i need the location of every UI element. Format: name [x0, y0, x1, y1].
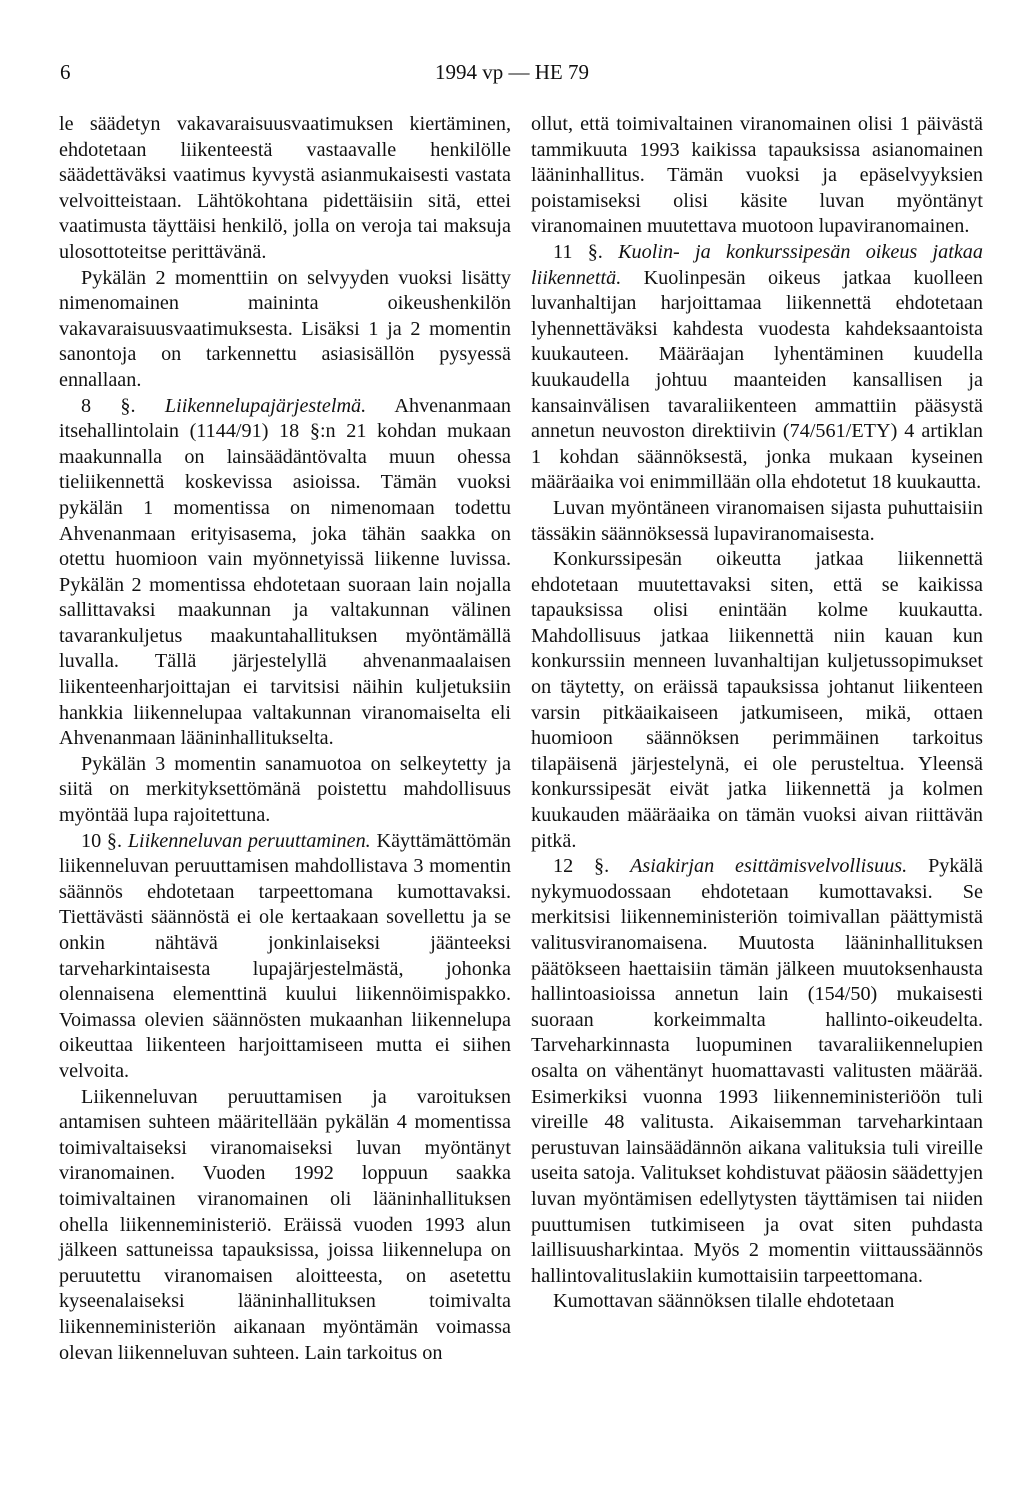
paragraph: 10 §. Liikenneluvan peruuttaminen. Käyttämättömän liikenneluvan peruuttamisen mahdollistava 3 momentin säännös ehdotetaan tarpeettomana kumottavaksi. Tiettävästi säännöstä ei ole kertaakaan sovellettu ja se onkin nähtävä jonkinlaiseksi jäänteeksi tarveharkintaisesta lupajärjestelmästä, johonka olennaisena elementtinä kuului liikennöimispakko. Voimassa olevien säännösten mukaanhan liikennelupa oikeuttaa liikenteen harjoittamiseen mutta ei siihen velvoita. — [59, 829, 512, 1082]
section-number: 12 §. — [553, 855, 610, 878]
paragraph: ollut, että toimivaltainen viranomainen olisi 1 päivästä tammikuuta 1993 kaikissa tapauksissa asianomainen lääninhallitus. Tämän vuoksi ja epäselvyyksien poistamiseksi olisi käsite luvan myöntänyt viranomainen muutettava muotoon lupaviranomainen. — [531, 113, 983, 238]
section-heading: Asiakirjan esittämisvelvollisuus. — [630, 855, 908, 878]
section-heading: Kuolin- ja konkurssipesän oikeus jatkaa liikennettä. — [531, 240, 983, 289]
page-header — [0, 60, 1024, 90]
paragraph: Liikenneluvan peruuttamisen ja varoituksen antamisen suhteen määritellään pykälän 4 momentissa toimivaltaiseksi viranomaiseksi luvan myöntänyt viranomainen. Vuoden 1992 loppuun saakka toimivaltainen viranomainen oli lääninhallituksen ohella liikenneministeriö. Eräissä vuoden 1993 alun jälkeen sattuneissa tapauksissa, joissa liikennelupa on peruutettu viranomaisen aloitteesta, on asetettu kyseenalaiseksi lääninhallituksen toimivalta liikenneministeriön aikanaan myöntämän voimassa olevan liikenneluvan suhteen. Lain tarkoitus on — [59, 1085, 511, 1364]
paragraph: 11 §. Kuolin- ja konkurssipesän oikeus jatkaa liikennettä. Kuolinpesän oikeus jatkaa kuolleen luvanhaltijan harjoittamaa liikennettä ehdotetaan lyhennettäväksi kahdesta vuodesta kahdeksaantoista kuukauteen. Määräajan lyhentäminen kuudella kuukaudella johtuu maanteiden kansallisen ja kansainvälisen tavaraliikenteen ammattiin pääsystä annetun neuvoston direktiivin (74/561/ETY) 4 artiklan 1 kohdan säännöksestä, jonka mukaan kyseinen määräaika voi enimmillään olla ehdotetut 18 kuukautta. — [531, 240, 984, 494]
left-column — [59, 112, 511, 1366]
header-title: 1994 vp — HE 79 — [435, 60, 589, 84]
section-heading: Liikennelupajärjestelmä. — [164, 394, 367, 417]
paragraph: 12 §. Asiakirjan esittämisvelvollisuus. Pykälä nykymuodossaan ehdotetaan kumottavaksi. Se merkitsisi liikenneministeriön toimivallan päättymistä valitusviranomaisena. Muutosta lääninhallituksen päätökseen haettaisiin tämän jälkeen muutoksenhausta hallintoasioissa annetun lain (154/50) mukaisesti suoraan korkeimmalta hallinto-oikeudelta. Tarveharkinnasta luopuminen tavaraliikennelupien osalta on vähentänyt huomattavasti valitusten määrää. Esimerkiksi vuonna 1993 liikenneministeriöön tuli vireille 48 valitusta. Aikaisemman tarveharkintaan perustuvan lainsäädännön aikana valituksia tuli vireille useita satoja. Valitukset kohdistuvat pääosin säädettyjen luvan myöntämisen edellytysten täyttämisen tai niiden puuttumisen tutkimiseen ja ovat siten puhdasta laillisuusharkintaa. Myös 2 momentin viittaussäännös hallintovalituslakiin kumottaisiin tarpeettomana. — [531, 855, 984, 1287]
section-number: 8 §. — [81, 394, 136, 417]
section-number: 11 §. — [553, 240, 603, 263]
section-heading: Liikenneluvan peruuttaminen. — [127, 829, 371, 852]
paragraph: Pykälän 3 momentin sanamuotoa on selkeytetty ja siitä on merkityksettömänä poistettu mahdollisuus myöntää lupa rajoitettuna. — [59, 752, 511, 827]
section-number: 10 §. — [81, 829, 123, 852]
paragraph: Konkurssipesän oikeutta jatkaa liikennettä ehdotetaan muutettavaksi siten, että se kaikissa tapauksissa olisi enintään kolme kuukautta. Mahdollisuus jatkaa liikennettä niin kauan kun konkurssiin menneen luvanhaltijan kuljetussopimukset on täytetty, on eräissä tapauksissa johtanut liikenteen varsin pitkäaikaiseen jatkumiseen, mikä, ottaen huomioon säännöksen perimmäinen tarkoitus tilapäisenä järjestelynä, ei ole perusteltua. Yleensä konkurssipesät eivät jatka liikennettä ja kolmen kuukauden määräaika on tämän vuoksi aivan riittävän pitkä. — [531, 548, 983, 852]
paragraph: 8 §. Liikennelupajärjestelmä. Ahvenanmaan itsehallintolain (1144/91) 18 §:n 21 kohdan mukaan maakunnalla on lainsäädäntövalta muun ohessa tieliikennettä koskevissa asioissa. Tämän vuoksi pykälän 1 momentissa on nimenomaan todettu Ahvenanmaan erityisasema, joka tähän saakka on otettu huomioon vain myönnetyissä liikenne luvissa. Pykälän 2 momentissa ehdotetaan suoraan lain nojalla sallittavaksi maakunnan ja valtakunnan välinen tavarankuljetus maakuntahallituksen myöntämällä luvalla. Tällä järjestelyllä ahvenanmaalaisen liikenteenharjoittajan ei tarvitsisi näihin kuljetuksiin hankkia liikennelupaa valtakunnan viranomaiselta eli Ahvenanmaan lääninhallitukselta. — [59, 394, 511, 750]
right-column — [531, 112, 983, 1315]
paragraph: Pykälän 2 momenttiin on selvyyden vuoksi lisätty nimenomainen maininta oikeushenkilön vakavaraisuusvaatimuksesta. Lisäksi 1 ja 2 momentin sanontoja on tarkennettu asiasisällön pysyessä ennallaan. — [59, 266, 511, 391]
page-number: 6 — [60, 60, 71, 84]
paragraph: Kumottavan säännöksen tilalle ehdotetaan — [553, 1290, 895, 1313]
paragraph: le säädetyn vakavaraisuusvaatimuksen kiertäminen, ehdotetaan liikenteestä vastaavalle henkilölle säädettäväksi vaatimus kyvystä asianmukaisesti vastata velvoitteistaan. Lähtökohtana pidettäisiin sitä, ettei vaatimusta täyttäisi henkilö, jolla on veroja tai maksuja ulosottoteitse perittävänä. — [59, 113, 511, 263]
paragraph: Luvan myöntäneen viranomaisen sijasta puhuttaisiin tässäkin säännöksessä lupaviranomaisesta. — [531, 496, 983, 545]
